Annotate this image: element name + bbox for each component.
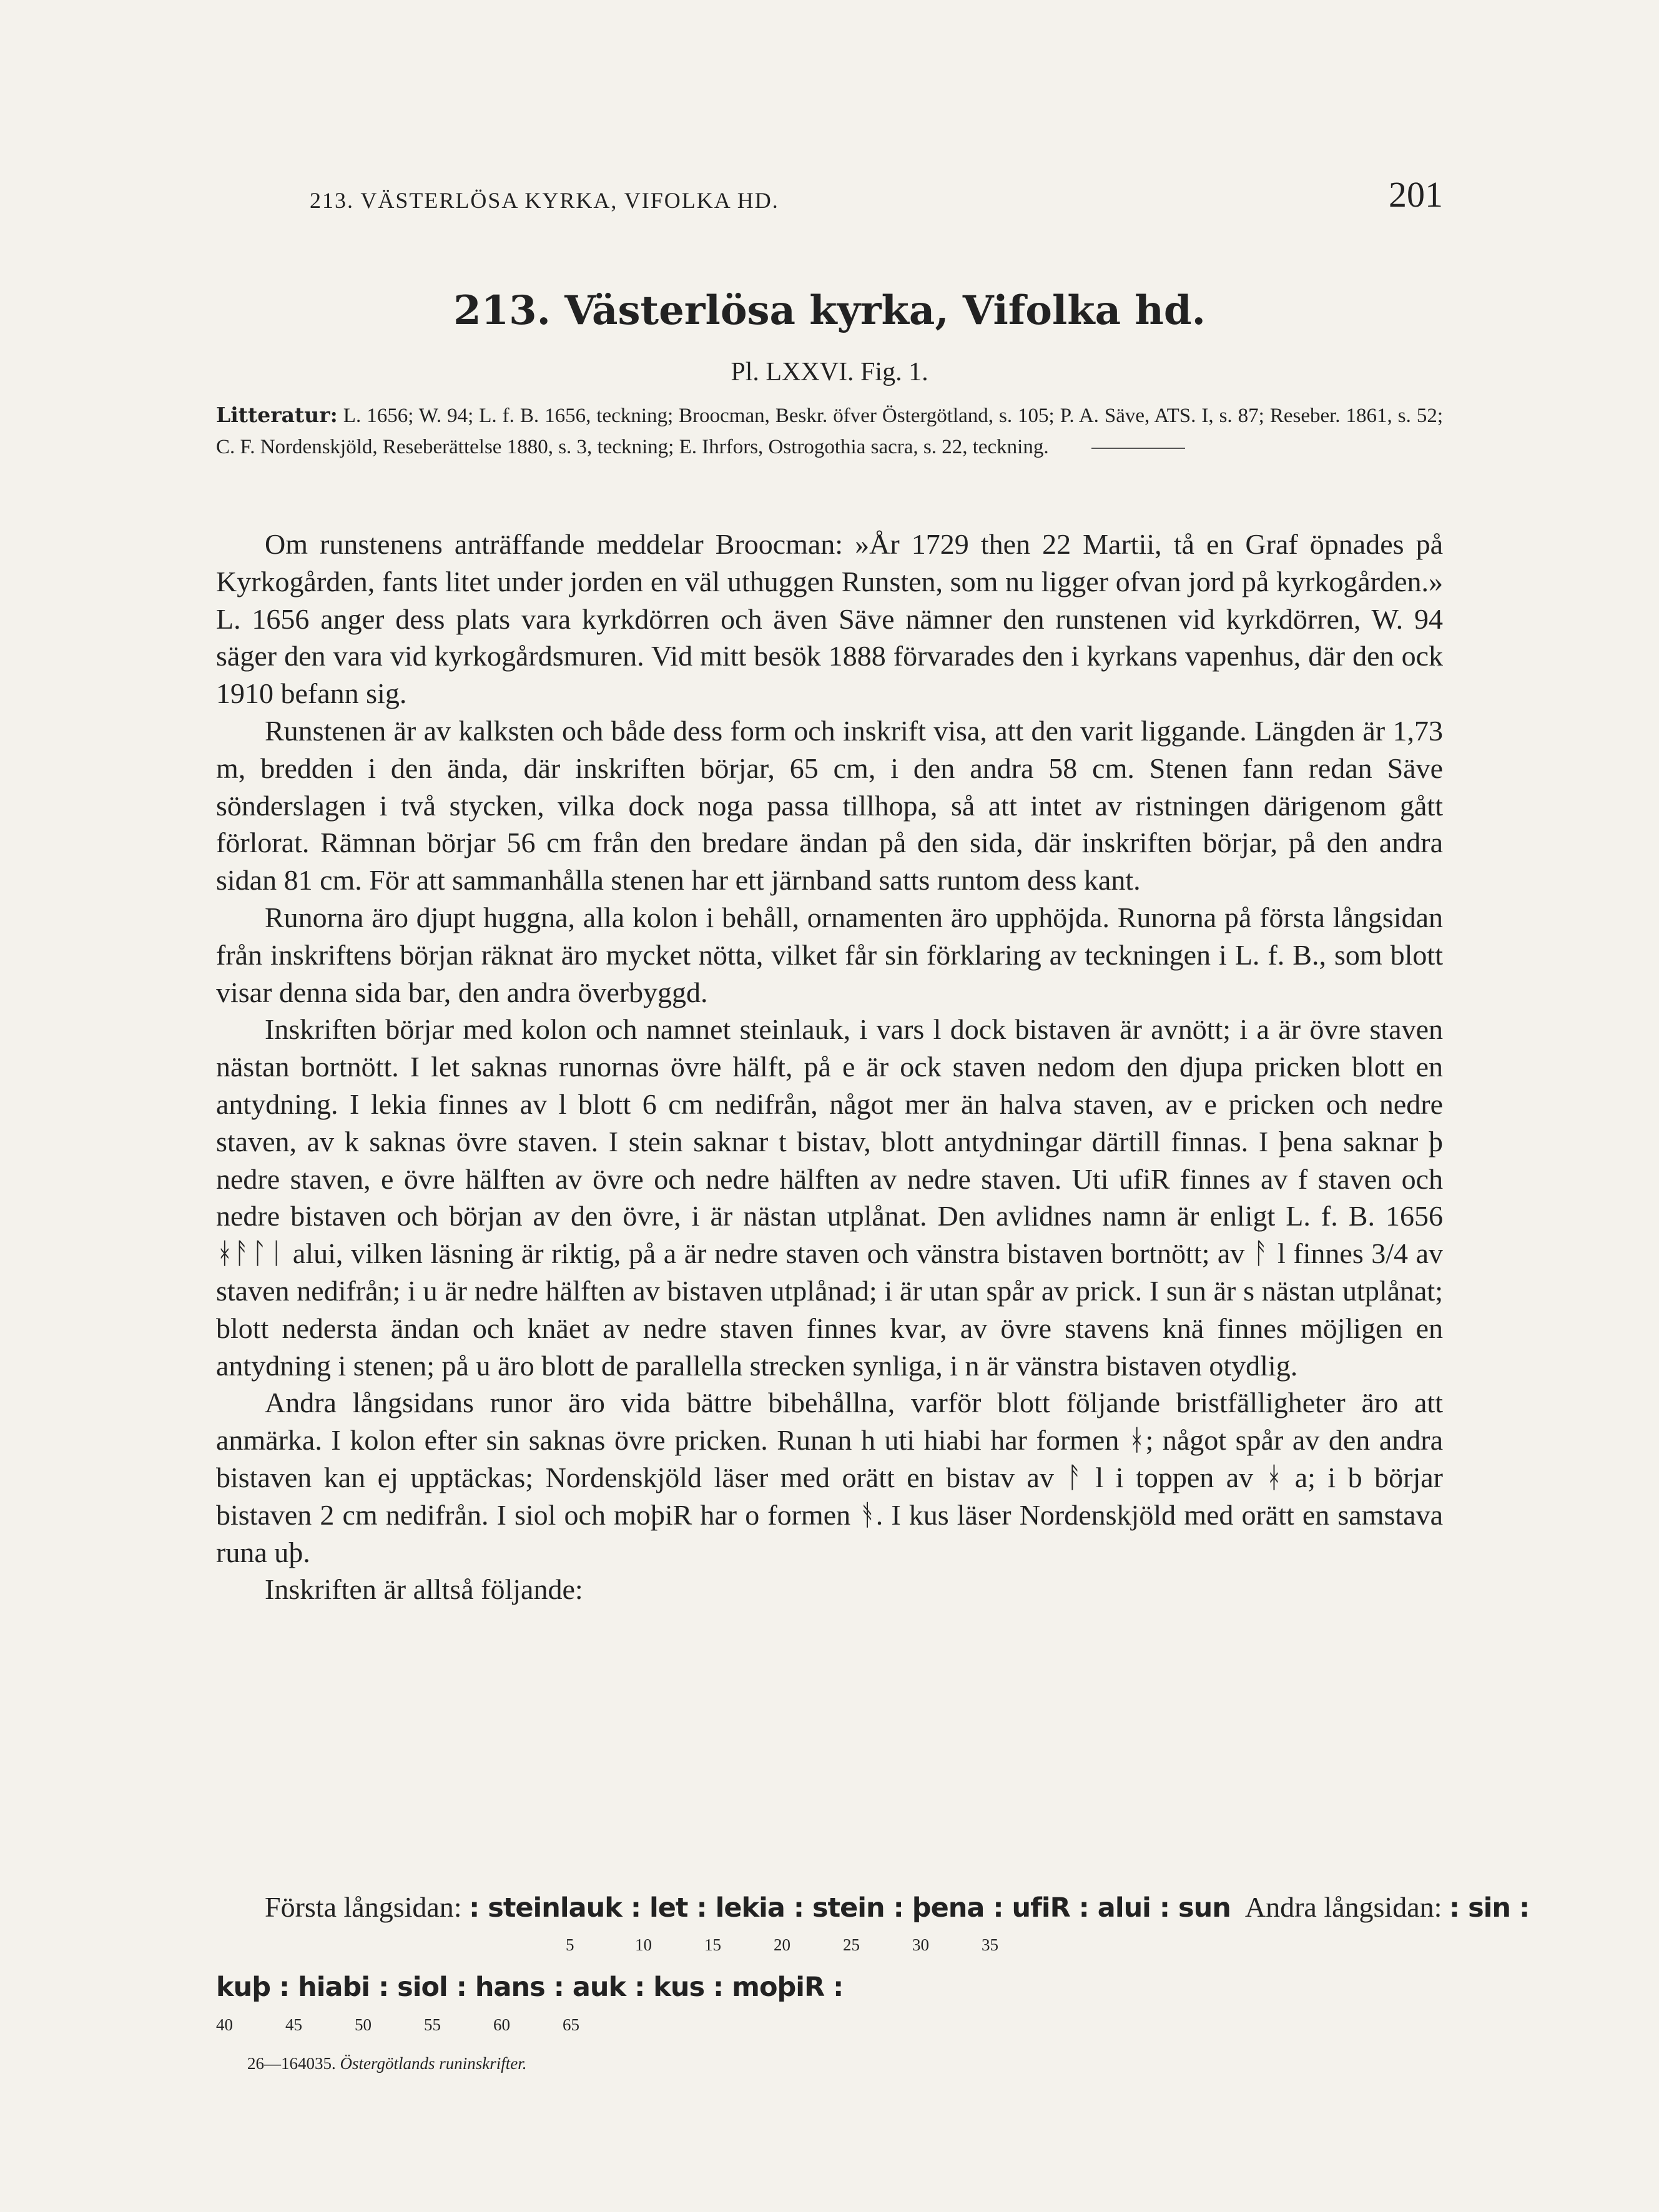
- rune-count: 50: [355, 2015, 372, 2034]
- rune-count: 65: [563, 2015, 579, 2034]
- plate-reference: Pl. LXXVI. Fig. 1.: [731, 358, 928, 386]
- inscription-line-1: [265, 1890, 1529, 1924]
- paragraph-4: Inskriften börjar med kolon och namnet steinlauk, i vars l dock bistaven är avnött; i a är övre staven nästan bortnött. I let saknas runornas övre hälft, på e är ock staven nedom den djupa pricken blott en antydning. I lekia finnes av l blott 6 cm nedifrån, något mer än halva staven, av e pricken och nedre staven, av k saknas övre staven. I stein saknar t bistav, blott antydningar därtill finnas. I þena saknar þ nedre staven, e övre hälften av övre och nedre hälften av nedre staven. Uti ufiR finnes av f staven och nedre bistaven och början av den övre, i är nästan utplånat. Den avlidnes namn är enligt L. f. B. 1656 ᚼᚨᛚᛁ alui, vilken läsning är riktig, på a är nedre staven och vänstra bistaven bortnött; av ᚨ l finnes 3/4 av staven nedifrån; i u är nedre hälften av bistaven utplånad; i är utan spår av prick. I sun är s nästan utplånat; blott nedersta ändan och knäet av nedre staven finnes kvar, av övre stavens knä finnes möjligen en antydning i stenen; på u äro blott de parallella strecken synliga, i n är vänstra bistaven otydlig.: [216, 1013, 1443, 1382]
- literature-text: L. 1656; W. 94; L. f. B. 1656, teckning; Broocman, Beskr. öfver Östergötland, s. 105; P. A. Säve, ATS. I, s. 87; Reseber. 1861, s. 52; C. F. Nordenskjöld, Reseberättelse 1880, s. 3, teckning; E. Ihrfors, Ostrogothia sacra, s. 22, teckning.: [216, 405, 1444, 458]
- rune-count: 55: [424, 2015, 441, 2034]
- paragraph-2: Runstenen är av kalksten och både dess form och inskrift visa, att den varit liggande. Längden är 1,73 m, bredden i den ända, där inskriften börjar, 65 cm, i den andra 58 cm. Stenen fann redan Säve sönderslagen i två stycken, vilka dock noga passa tillhopa, så att intet av ristningen därigenom gått förlorat. Rämnan börjar 56 cm från den bredare ändan på den sida, där inskriften börjar, på den andra sidan 81 cm. För att sammanhålla stenen har ett järnband satts runtom dess kant.: [216, 714, 1443, 897]
- signature-title: Östergötlands runinskrifter.: [340, 2054, 527, 2073]
- line-2-numbers: [216, 2015, 632, 2035]
- line-1-numbers: [566, 1935, 1051, 1955]
- paragraph-1: Om runstenens anträffande meddelar Broocman: »År 1729 then 22 Martii, tå en Graf öpnades på Kyrkogården, fants litet under jorden en väl uthuggen Runsten, som nu ligger ofvan jord på kyrkogården.» L. 1656 anger dess plats vara kyrkdörren och även Säve nämner den runstenen vid kyrkdörren, W. 94 säger den vara vid kyrkogårdsmuren. Vid mitt besök 1888 förvarades den i kyrkans vapenhus, där den ock 1910 befann sig.: [216, 528, 1443, 710]
- rune-count: 30: [912, 1935, 929, 1954]
- rune-count: 15: [704, 1935, 721, 1954]
- signature-mark: 26—164035.: [247, 2054, 336, 2073]
- paragraph-5: Andra långsidans runor äro vida bättre bibehållna, varför blott följande bristfälligheter äro att anmärka. I kolon efter sin saknas övre pricken. Runan h uti hiabi har formen ᚼ; något spår av den andra bistaven kan ej upptäckas; Nordenskjöld läser med orätt en bistav av ᚨ l i toppen av ᚼ a; i b börjar bistaven 2 cm nedifrån. I siol och moþiR har o formen ᚬ. I kus läser Nordenskjöld med orätt en samstava runa uþ.: [216, 1387, 1443, 1568]
- rune-count: 10: [635, 1935, 652, 1954]
- second-side-runes-start: : sin :: [1449, 1892, 1530, 1924]
- page-number: 201: [1389, 174, 1443, 215]
- running-head-title: 213. VÄSTERLÖSA KYRKA, VIFOLKA HD.: [310, 188, 779, 213]
- paragraph-3: Runorna äro djupt huggna, alla kolon i behåll, ornamenten äro upphöjda. Runorna på första långsidan från inskriftens början räknat äro mycket nötta, vilket får sin förklaring av teckningen i L. f. B., som blott visar denna sida bar, den andra överbyggd.: [216, 901, 1443, 1008]
- running-head: [216, 169, 1443, 219]
- literature-block: [216, 400, 1443, 463]
- rune-count: 5: [566, 1935, 574, 1954]
- literature-label: Litteratur:: [216, 403, 338, 427]
- rune-count: 25: [843, 1935, 860, 1954]
- rune-count: 20: [774, 1935, 790, 1954]
- body-text: [216, 526, 1443, 1608]
- rune-count: 35: [982, 1935, 998, 1954]
- page: [216, 169, 1530, 2166]
- first-side-runes: : steinlauk : let : lekia : stein : þena : ufiR : alui : sun: [469, 1892, 1231, 1924]
- rune-count: 40: [216, 2015, 233, 2034]
- section-title: 213. Västerlösa kyrka, Vifolka hd.: [453, 287, 1206, 334]
- second-side-label: Andra långsidan:: [1244, 1891, 1442, 1923]
- rune-count: 45: [285, 2015, 302, 2034]
- first-side-label: Första långsidan:: [265, 1891, 462, 1923]
- divider-rule: [1091, 448, 1185, 449]
- printer-signature: [247, 2054, 527, 2073]
- inscription-line-2: kuþ : hiabi : siol : hans : auk : kus : moþiR :: [216, 1972, 844, 2003]
- rune-count: 60: [493, 2015, 510, 2034]
- paragraph-6: Inskriften är alltså följande:: [265, 1573, 583, 1606]
